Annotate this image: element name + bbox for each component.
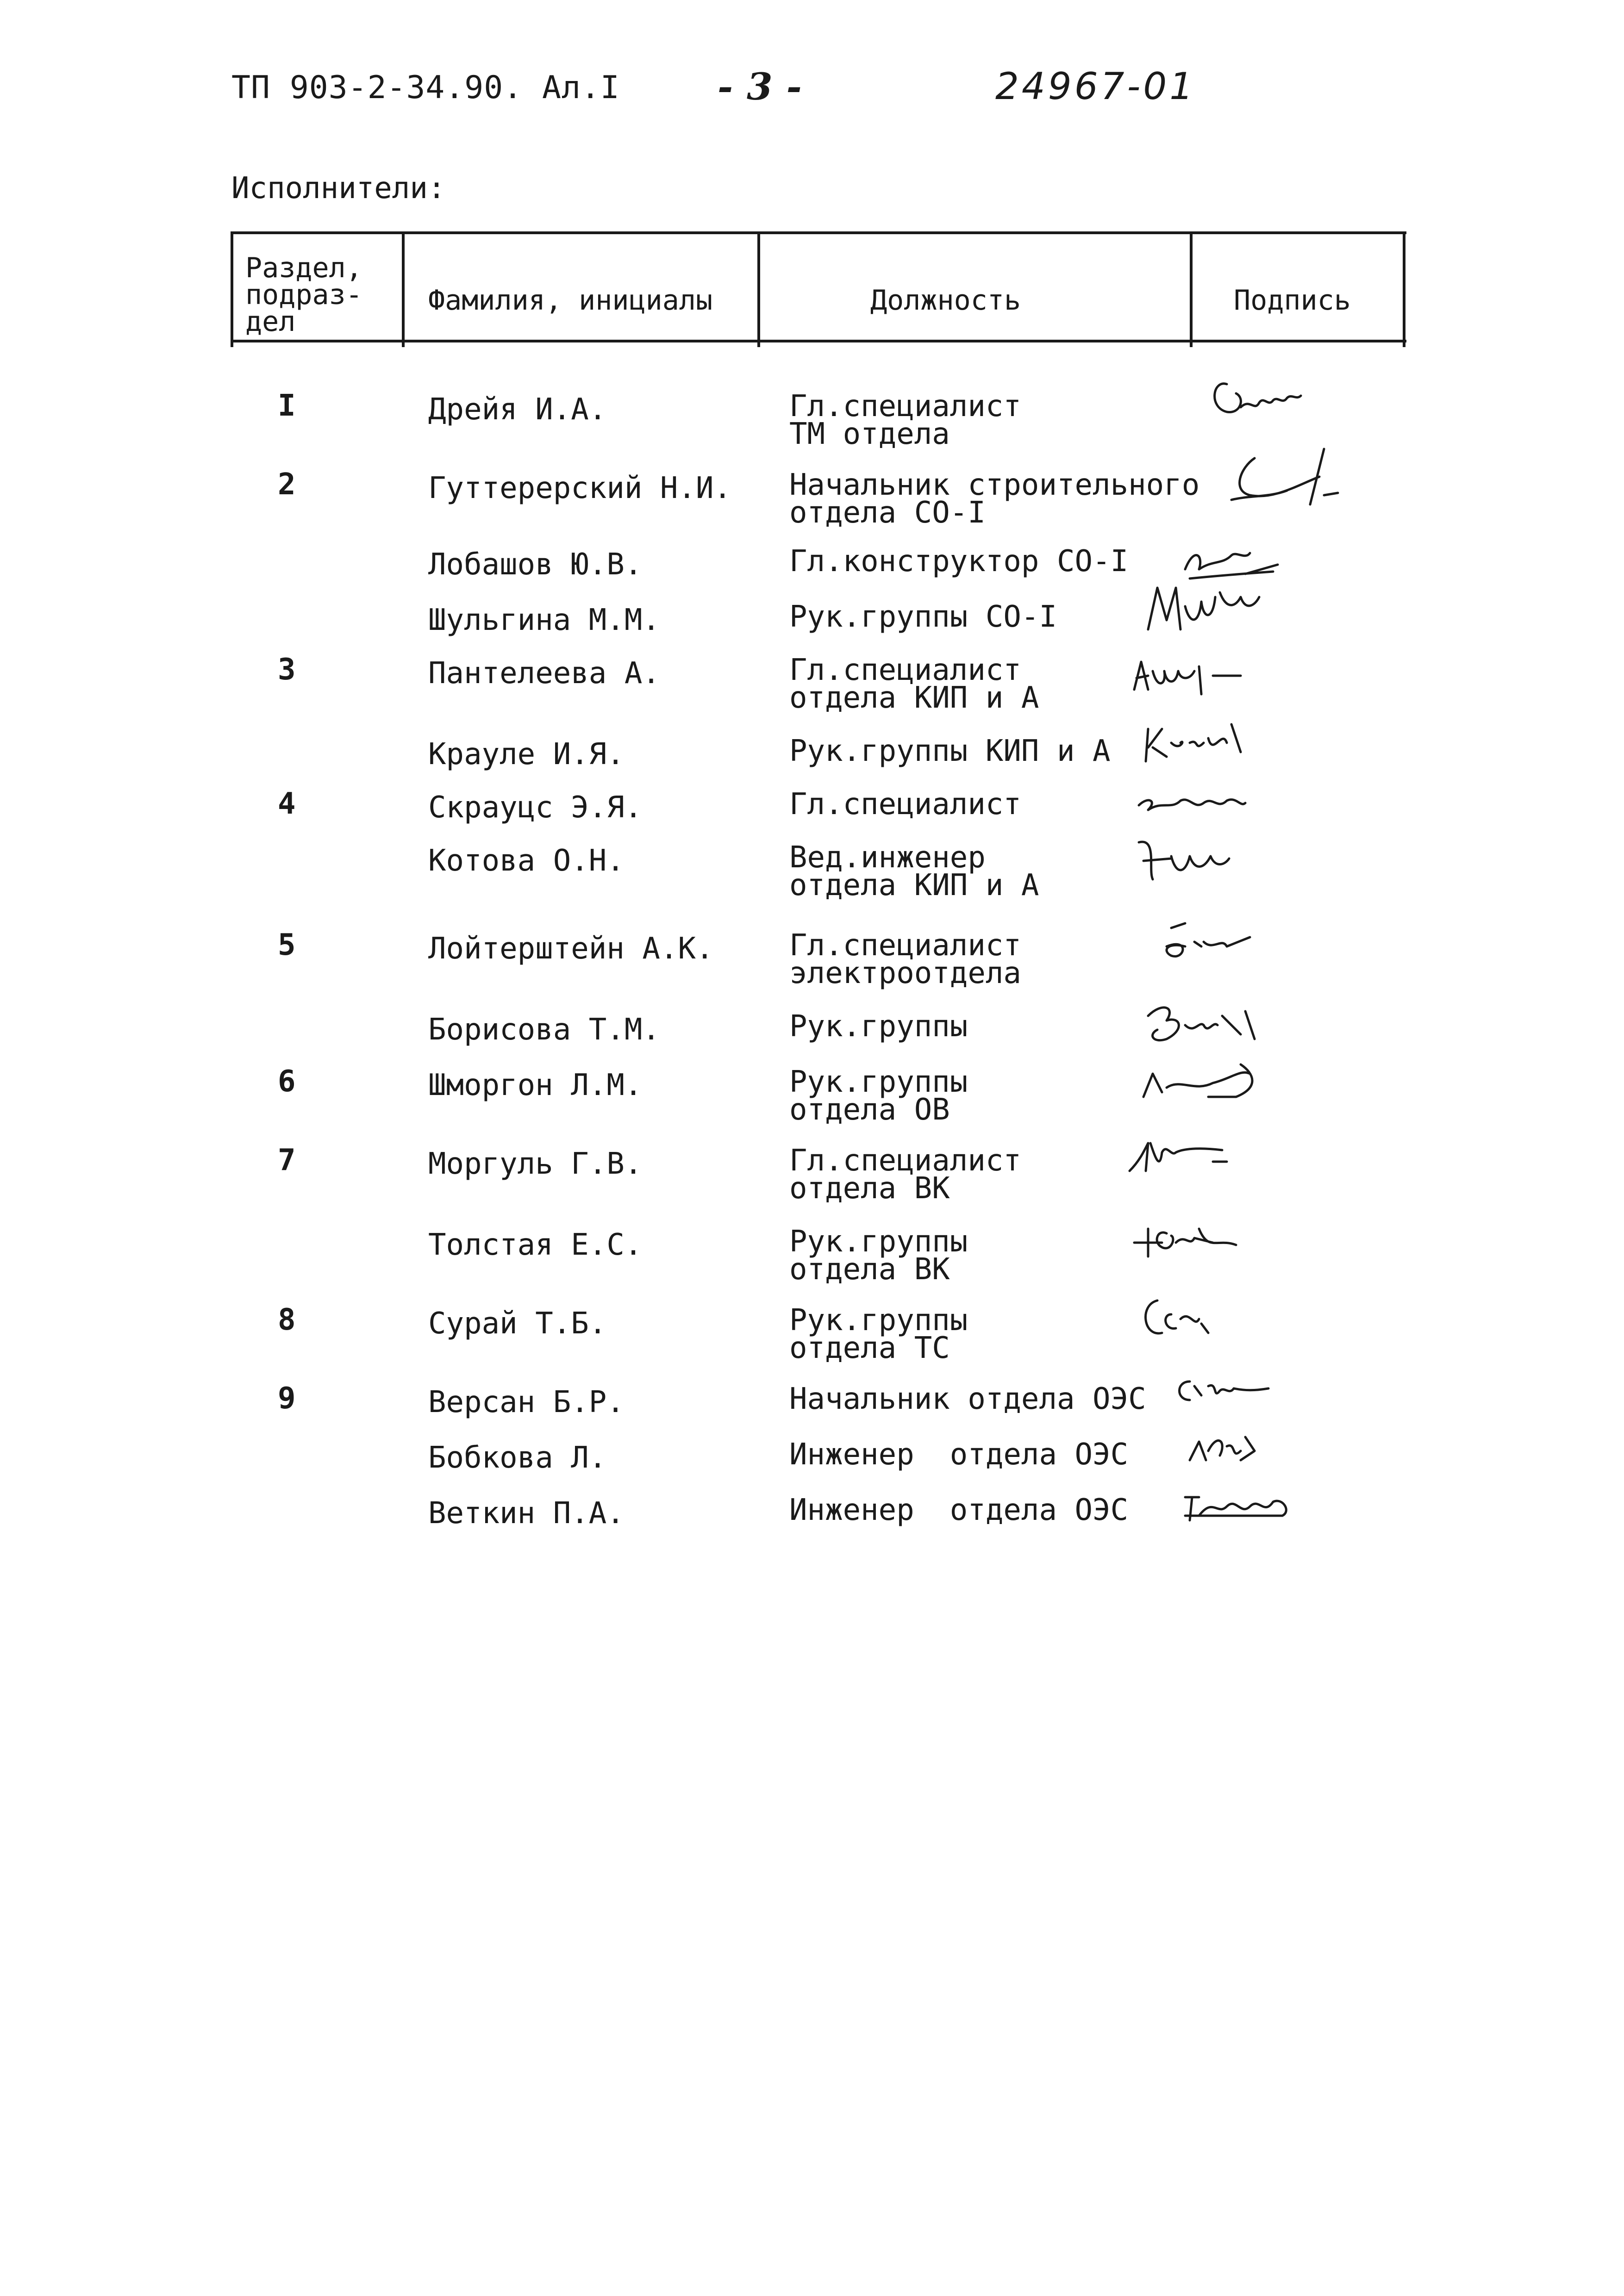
document-code: ТП 903-2-34.90. Ал.I xyxy=(231,69,620,106)
row-position: Гл.конструктор СО-I xyxy=(789,544,1129,579)
row-name: Крауле И.Я. xyxy=(428,737,625,772)
row-position: Вед.инженер отдела КИП и А xyxy=(789,840,1039,902)
column-header-position: Должность xyxy=(870,284,1021,317)
row-position: Инженер отдела ОЭС xyxy=(789,1493,1129,1527)
row-position: Рук.группы КИП и А xyxy=(789,734,1111,768)
row-position: Гл.специалист отдела КИП и А xyxy=(789,653,1039,715)
row-position: Гл.специалист xyxy=(789,787,1021,821)
row-name: Толстая Е.С. xyxy=(428,1228,643,1262)
row-position: Рук.группы отдела ВК xyxy=(789,1225,968,1287)
column-header-signature: Подпись xyxy=(1234,284,1351,317)
signature-image xyxy=(1120,909,1380,979)
signature-image xyxy=(1120,569,1380,639)
row-name: Веткин П.А. xyxy=(428,1496,625,1531)
row-section: 5 xyxy=(278,928,296,962)
page-number: - 3 - xyxy=(718,65,802,108)
row-section: 3 xyxy=(278,653,296,687)
row-name: Борисова Т.М. xyxy=(428,1013,660,1047)
row-section: 7 xyxy=(278,1143,296,1177)
row-section: 4 xyxy=(278,787,296,821)
row-section: 8 xyxy=(278,1303,296,1337)
row-position: Начальник строительного отдела СО-I xyxy=(789,468,1200,530)
signature-image xyxy=(1120,824,1380,893)
row-name: Бобкова Л. xyxy=(428,1441,607,1475)
row-name: Скрауцс Э.Я. xyxy=(428,790,643,825)
signature-image xyxy=(1120,1469,1380,1539)
row-position: Инженер отдела ОЭС xyxy=(789,1437,1129,1472)
row-name: Сурай Т.Б. xyxy=(428,1307,607,1341)
row-name: Пантелеева А. xyxy=(428,656,660,691)
row-position: Гл.специалист ТМ отдела xyxy=(789,389,1021,451)
row-name: Шморгон Л.М. xyxy=(428,1068,643,1102)
row-position: Гл.специалист отдела ВК xyxy=(789,1144,1021,1206)
table-divider xyxy=(231,231,233,347)
row-section: 9 xyxy=(278,1381,296,1416)
row-section: I xyxy=(278,389,296,423)
row-name: Моргуль Г.В. xyxy=(428,1147,643,1181)
row-name: Шульгина М.М. xyxy=(428,603,660,637)
inventory-number: 24967-01 xyxy=(995,65,1196,108)
signature-image xyxy=(1120,1120,1380,1189)
row-position: Начальник отдела ОЭС xyxy=(789,1382,1146,1416)
table-divider xyxy=(402,231,405,347)
row-position: Рук.группы xyxy=(789,1009,968,1044)
row-name: Котова О.Н. xyxy=(428,844,625,878)
column-header-name: Фамилия, инициалы xyxy=(428,284,713,317)
row-position: Рук.группы СО-I xyxy=(789,600,1057,634)
row-position: Рук.группы отдела ОВ xyxy=(789,1065,968,1127)
table-divider xyxy=(1403,231,1405,347)
row-name: Лобашов Ю.В. xyxy=(428,548,643,582)
row-name: Лойтерштейн А.К. xyxy=(428,932,714,966)
row-section: 2 xyxy=(278,467,296,502)
row-name: Версан Б.Р. xyxy=(428,1385,625,1419)
table-divider xyxy=(1190,231,1193,347)
signature-image xyxy=(1120,1282,1380,1351)
row-position: Рук.группы отдела ТС xyxy=(789,1303,968,1365)
row-name: Гуттерерский Н.И. xyxy=(428,471,732,505)
row-name: Дрейя И.А. xyxy=(428,392,607,427)
column-header-section-text: Раздел, подраз- дел xyxy=(245,252,362,338)
column-header-section xyxy=(245,252,362,338)
signature-image xyxy=(1120,1046,1380,1115)
row-position: Гл.специалист электроотдела xyxy=(789,928,1021,990)
signature-image xyxy=(1120,370,1380,440)
row-section: 6 xyxy=(278,1064,296,1099)
table-header xyxy=(231,231,1406,342)
section-title: Исполнители: xyxy=(231,171,446,205)
signature-image xyxy=(1120,440,1380,509)
signature-image xyxy=(1120,701,1380,771)
signature-image xyxy=(1120,1201,1380,1270)
table-divider xyxy=(757,231,760,347)
